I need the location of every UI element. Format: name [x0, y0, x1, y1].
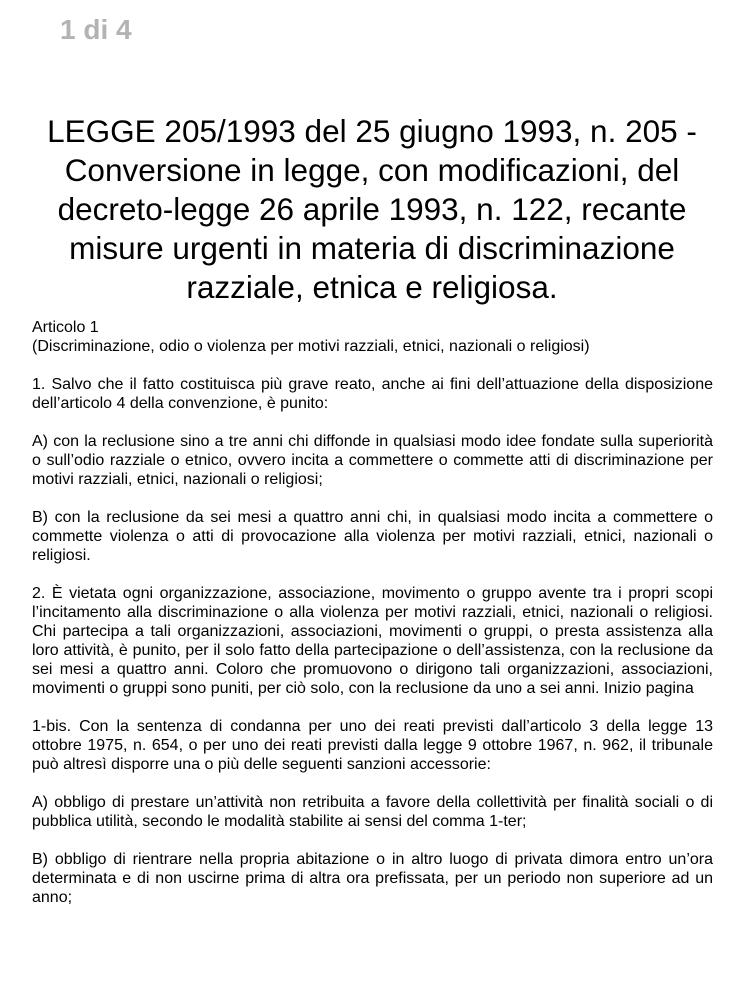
paragraph-1-bis: 1-bis. Con la sentenza di condanna per uno dei reati previsti dall’articolo 3 della legge 13 ottobre 1975, n. 654, o per uno dei reati previsti dalla legge 9 ottobre 1967, n. 962, il tribunale può altresì disporre una o più delle seguenti sanzioni accessorie: — [32, 718, 713, 773]
paragraph-1-bis-b: B) obbligo di rientrare nella propria abitazione o in altro luogo di privata dimora entro un’ora determinata e di non uscirne prima di altra ora prefissata, per un periodo non superiore ad un anno; — [32, 851, 713, 906]
article-heading — [32, 318, 713, 356]
document-title: LEGGE 205/1993 del 25 giugno 1993, n. 205 - Conversione in legge, con modificazioni, del decreto-legge 26 aprile 1993, n. 122, recante misure urgenti in materia di discriminazione razziale, etnica e religiosa. — [47, 113, 697, 305]
article-subtitle: (Discriminazione, odio o violenza per motivi razziali, etnici, nazionali o religiosi) — [32, 338, 590, 355]
article-label: Articolo 1 — [32, 319, 99, 336]
page-indicator: 1 di 4 — [60, 14, 132, 45]
paragraph-1-a: A) con la reclusione sino a tre anni chi diffonde in qualsiasi modo idee fondate sulla superiorità o sull’odio razziale o etnico, ovvero incita a commettere o commette atti di discriminazione per motivi razziali, etnici, nazionali o religiosi; — [32, 433, 713, 488]
document-body — [32, 318, 713, 907]
paragraph-2: 2. È vietata ogni organizzazione, associazione, movimento o gruppo avente tra i propri scopi l’incitamento alla discriminazione o alla violenza per motivi razziali, etnici, nazionali o religiosi. Chi partecipa a tali organizzazioni, associazioni, movimenti o gruppi, o presta assistenza alla loro attività, è punito, per il solo fatto della partecipazione o dell’assistenza, con la reclusione da sei mesi a quattro anni. Coloro che promuovono o dirigono tali organizzazioni, associazioni, movimenti o gruppi sono puniti, per ciò solo, con la reclusione da uno a sei anni. Inizio pagina — [32, 585, 713, 697]
paragraph-1-b: B) con la reclusione da sei mesi a quattro anni chi, in qualsiasi modo incita a commettere o commette violenza o atti di provocazione alla violenza per motivi razziali, etnici, nazionali o religiosi. — [32, 509, 713, 564]
paragraph-1-bis-a: A) obbligo di prestare un’attività non retribuita a favore della collettività per finalità sociali o di pubblica utilità, secondo le modalità stabilite ai sensi del comma 1-ter; — [32, 794, 713, 830]
paragraph-1: 1. Salvo che il fatto costituisca più grave reato, anche ai fini dell’attuazione della disposizione dell’articolo 4 della convenzione, è punito: — [32, 376, 713, 412]
